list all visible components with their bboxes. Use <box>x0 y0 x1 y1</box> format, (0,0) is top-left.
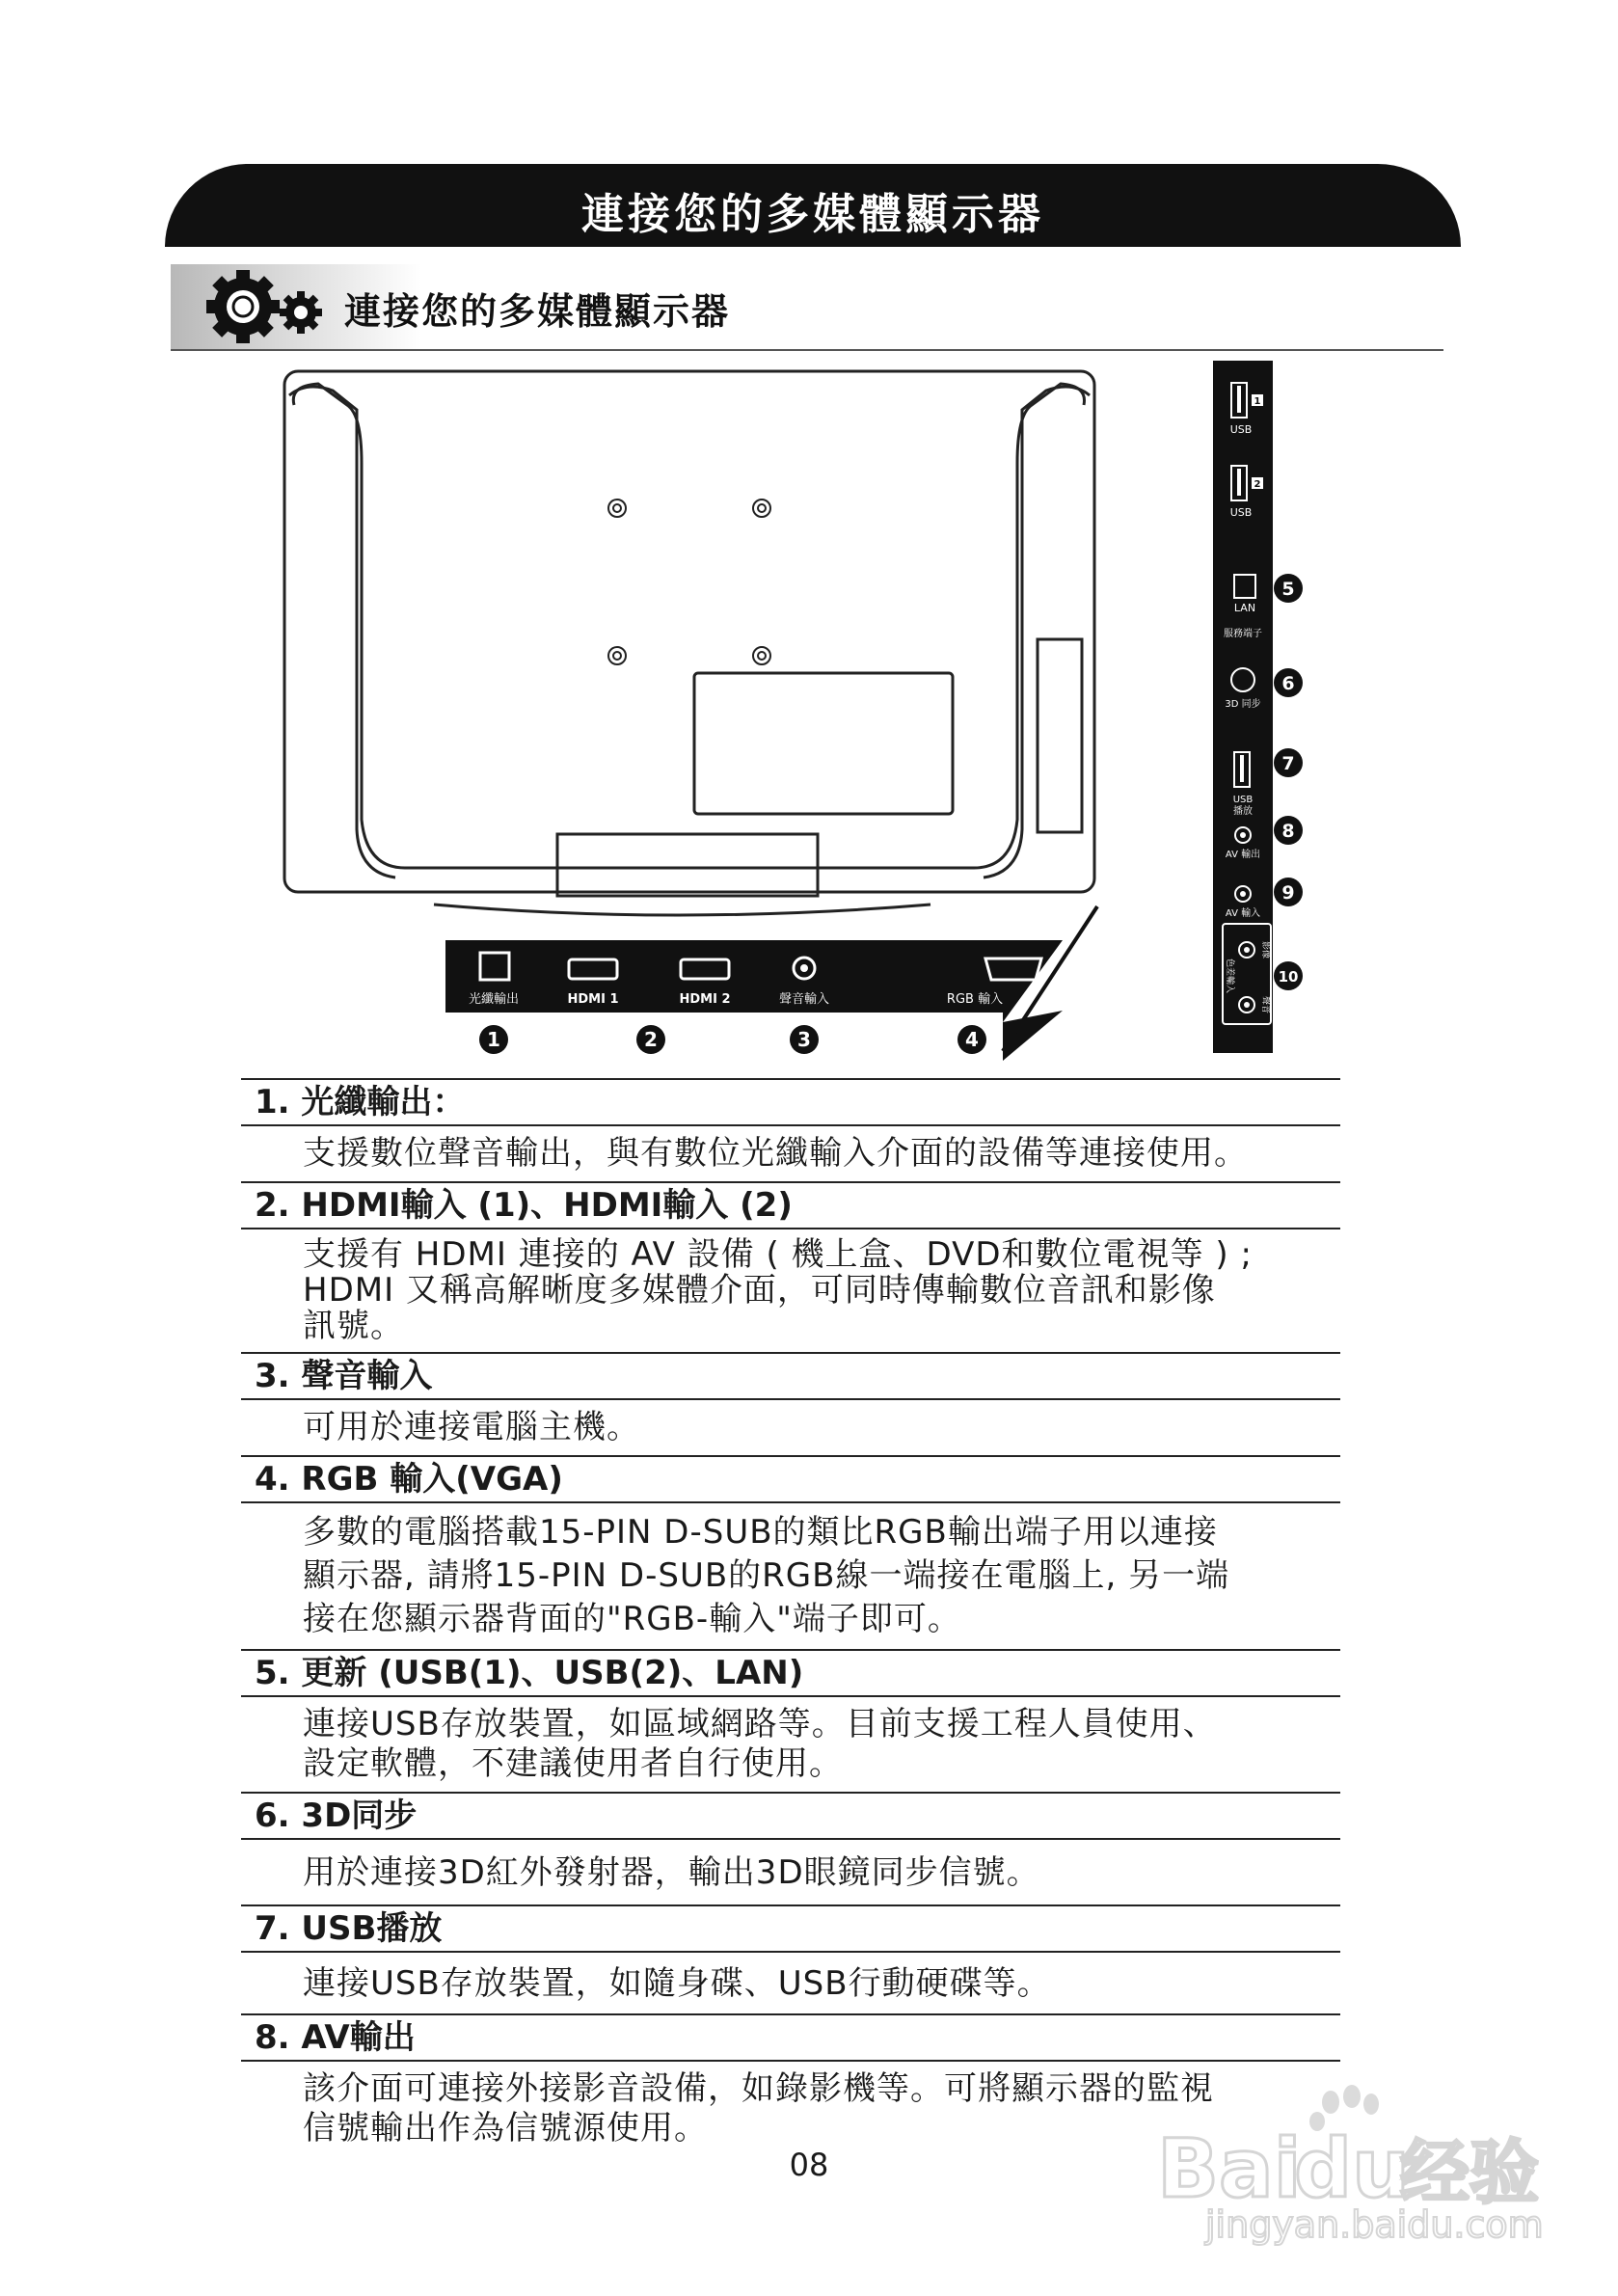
section-header <box>171 264 1443 351</box>
port-label-hdmi1: HDMI 1 <box>567 992 619 1007</box>
item-3d-sync <box>241 1792 1340 1904</box>
callout-1: 1 <box>487 1028 500 1051</box>
item-hdmi-in <box>241 1181 1340 1352</box>
item-body: 用於連接3D紅外發射器，輸出3D眼鏡同步信號。 <box>303 1853 1040 1892</box>
item-heading: 7. USB播放 <box>241 1904 1340 1953</box>
port-label-rgb-in: RGB 輸入 <box>946 992 1004 1007</box>
usb1-number: 1 <box>1254 396 1261 407</box>
item-body: 該介面可連接外接影音設備，如錄影機等。可將顯示器的監視 信號輸出作為信號源使用。 <box>303 2069 1214 2147</box>
item-heading: 4. RGB 輸入(VGA) <box>241 1455 1340 1503</box>
watermark-brand-cn: 经验 <box>1400 2132 1540 2213</box>
side-label-av-in: AV 輸入 <box>1225 908 1261 919</box>
item-body: 支援有 HDMI 連接的 AV 設備 ( 機上盒、DVD和數位電視等 ) ; HDMI 又稱高解晰度多媒體介面，可同時傳輸數位音訊和影像 訊號。 <box>303 1235 1253 1345</box>
vesa-mount-holes <box>608 500 770 664</box>
side-label-usb-play: USB <box>1232 795 1254 805</box>
item-body: 連接USB存放裝置，如隨身碟、USB行動硬碟等。 <box>303 1964 1051 2003</box>
item-heading: 6. 3D同步 <box>241 1792 1340 1840</box>
callout-8: 8 <box>1281 821 1295 842</box>
side-label-usb1: USB <box>1229 423 1253 436</box>
item-heading: 8. AV輸出 <box>241 2013 1340 2062</box>
callout-10: 10 <box>1278 968 1299 986</box>
item-update <box>241 1649 1340 1792</box>
item-heading: 1. 光纖輸出： <box>241 1078 1340 1126</box>
callout-7: 7 <box>1281 753 1295 774</box>
usb2-number: 2 <box>1254 479 1261 490</box>
item-body: 可用於連接電腦主機。 <box>303 1408 640 1446</box>
port-description-list <box>241 1078 1340 2156</box>
side-callout-numbers <box>1274 574 1303 990</box>
item-body: 多數的電腦搭載15-PIN D-SUB的類比RGB輸出端子用以連接 顯示器, 請將15-PIN D-SUB的RGB線一端接在電腦上, 另一端 接在您顯示器背面的"RGB-輸入"端子即可。 <box>303 1513 1230 1638</box>
callout-2: 2 <box>644 1028 658 1051</box>
callout-4: 4 <box>965 1028 979 1051</box>
item-rgb-in <box>241 1455 1340 1649</box>
watermark-url: jingyan.baidu.com <box>1205 2203 1544 2246</box>
title-banner <box>165 164 1461 247</box>
side-label-usb-play-2: 播放 <box>1233 806 1253 817</box>
item-usb-play <box>241 1904 1340 2013</box>
side-label-usb2: USB <box>1229 506 1253 519</box>
side-label-av-out: AV 輸出 <box>1225 850 1261 860</box>
baidu-jingyan-watermark <box>1147 2083 1552 2247</box>
item-heading: 2. HDMI輸入 (1)、HDMI輸入 (2) <box>241 1181 1340 1229</box>
side-label-service: 服務端子 <box>1224 629 1262 639</box>
item-body: 連接USB存放裝置，如區域網路等。目前支援工程人員使用、 設定軟體，不建議使用者自行使用。 <box>303 1705 1217 1783</box>
item-audio-in <box>241 1352 1340 1455</box>
side-label-lan: LAN <box>1233 602 1256 614</box>
callout-9: 9 <box>1281 882 1295 904</box>
port-label-audio-in: 聲音輸入 <box>778 992 830 1007</box>
side-label-audio: 聲音 <box>1260 995 1270 1014</box>
port-label-optical: 光纖輸出 <box>468 992 520 1007</box>
port-label-hdmi2: HDMI 2 <box>679 992 731 1007</box>
item-heading: 5. 更新 (USB(1)、USB(2)、LAN) <box>241 1649 1340 1697</box>
tv-rear-diagram <box>0 357 1618 1061</box>
tv-back-panel <box>284 371 1094 915</box>
side-label-3d-sync: 3D 同步 <box>1225 699 1261 710</box>
callout-5: 5 <box>1281 579 1295 600</box>
banner-title: 連接您的多媒體顯示器 <box>581 190 1044 239</box>
bottom-callout-numbers <box>479 1025 986 1054</box>
item-optical-out <box>241 1078 1340 1181</box>
side-label-video: 影像 <box>1260 940 1270 959</box>
watermark-brand: Bai <box>1157 2121 1302 2216</box>
item-body: 支援數位聲音輸出，與有數位光纖輸入介面的設備等連接使用。 <box>303 1134 1248 1173</box>
page-number: 08 <box>789 2147 829 2183</box>
item-heading: 3. 聲音輸入 <box>241 1352 1340 1400</box>
watermark-brand-du: du <box>1294 2121 1410 2216</box>
callout-6: 6 <box>1281 673 1295 694</box>
callout-3: 3 <box>797 1028 811 1051</box>
section-title: 連接您的多媒體顯示器 <box>344 290 731 333</box>
side-label-component: 色差輸入 <box>1225 958 1234 994</box>
gears-icon <box>200 270 344 345</box>
